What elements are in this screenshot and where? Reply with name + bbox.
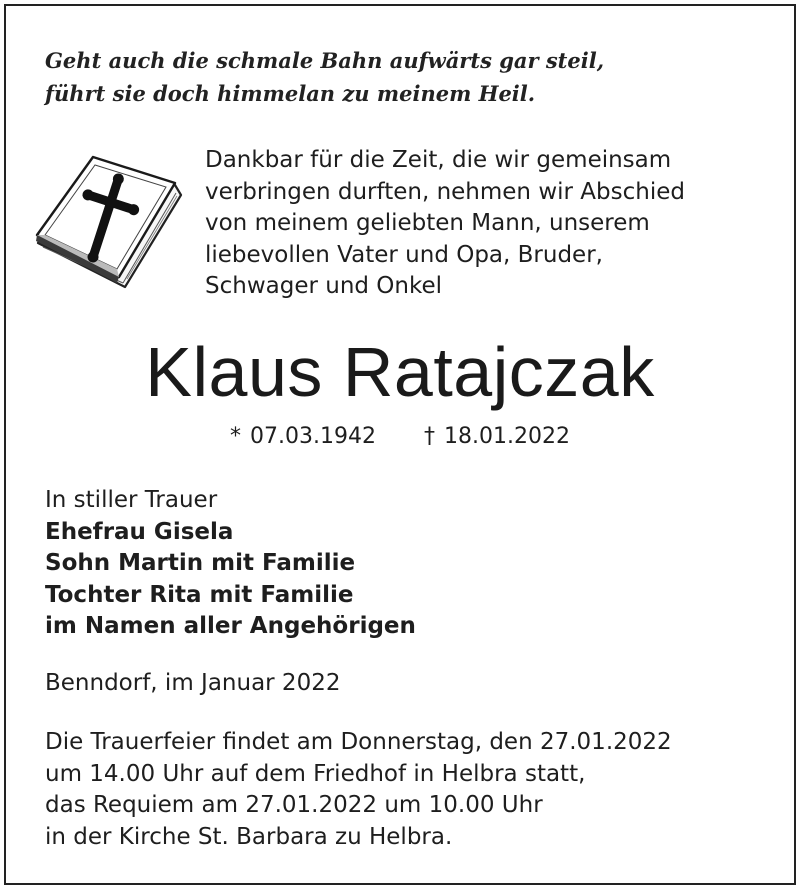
funeral-service-info	[45, 727, 765, 853]
service-line: das Requiem am 27.01.2022 um 10.00 Uhr	[45, 792, 543, 818]
verse	[45, 44, 745, 110]
deceased-name: Klaus Ratajczak	[145, 333, 655, 411]
service-line: in der Kirche St. Barbara zu Helbra.	[45, 823, 453, 850]
mourner-name: Tochter Rita mit Familie	[45, 581, 354, 608]
service-line: um 14.00 Uhr auf dem Friedhof in Helbra statt,	[45, 760, 586, 787]
place-and-date: Benndorf, im Januar 2022	[45, 670, 341, 696]
birth-date: * 07.03.1942	[230, 424, 376, 449]
death-date: † 18.01.2022	[424, 424, 570, 449]
intro-line: verbringen durften, nehmen wir Abschied	[205, 178, 685, 205]
mourner-name: im Namen aller Angehörigen	[45, 613, 416, 639]
verse-line-2: führt sie doch himmelan zu meinem Heil.	[45, 81, 536, 106]
intro-text	[205, 145, 765, 303]
mourners	[45, 485, 745, 643]
life-dates	[0, 420, 800, 454]
intro-line: Schwager und Onkel	[205, 273, 443, 299]
service-line: Die Trauerfeier findet am Donnerstag, den 27.01.2022	[45, 729, 672, 755]
intro-line: liebevollen Vater und Opa, Bruder,	[205, 241, 603, 268]
intro-line: Dankbar für die Zeit, die wir gemeinsam	[205, 147, 672, 173]
verse-line-1: Geht auch die schmale Bahn aufwärts gar steil,	[45, 48, 605, 73]
mourner-name: Sohn Martin mit Familie	[45, 550, 356, 576]
mourners-heading: In stiller Trauer	[45, 487, 218, 513]
bible-with-cross-icon	[33, 155, 183, 295]
mourner-name: Ehefrau Gisela	[45, 518, 234, 545]
intro-line: von meinem geliebten Mann, unserem	[205, 210, 650, 236]
